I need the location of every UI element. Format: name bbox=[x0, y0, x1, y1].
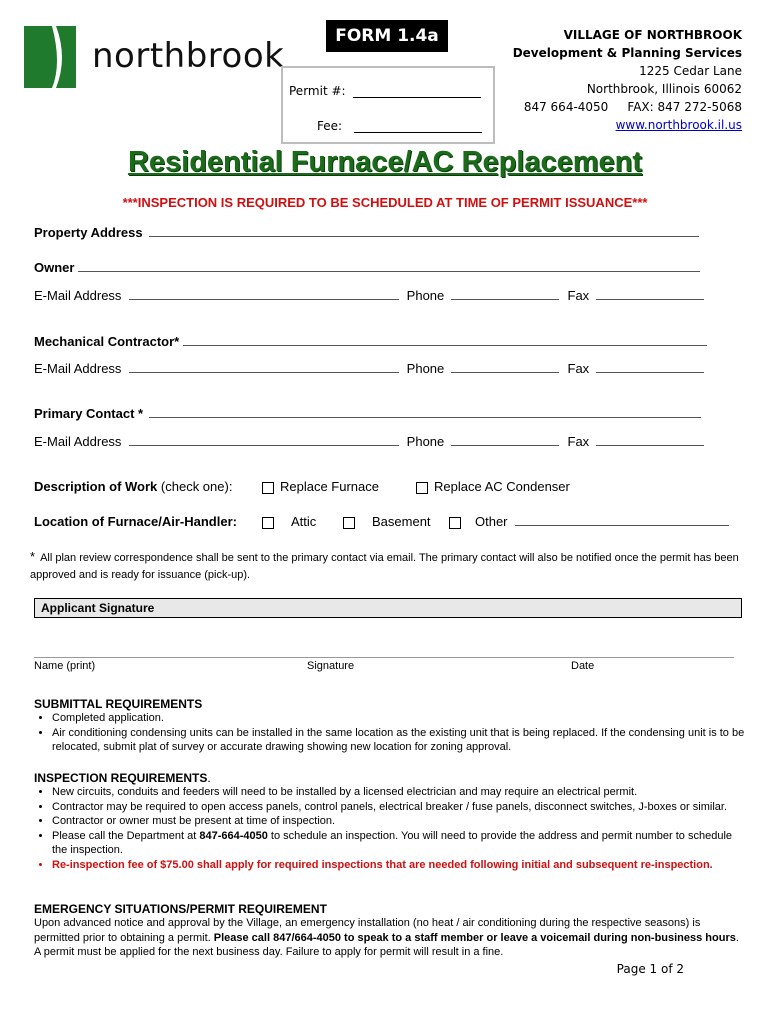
note-asterisk: * bbox=[30, 549, 36, 564]
contractor-fax-field[interactable] bbox=[596, 362, 704, 373]
emergency-section bbox=[34, 902, 746, 960]
phone-label: Phone bbox=[406, 434, 445, 449]
other-location-field[interactable] bbox=[515, 515, 729, 526]
call-phone: 847-664-4050 bbox=[199, 829, 268, 842]
permit-number-row bbox=[289, 84, 481, 98]
inspection-heading-row bbox=[34, 771, 746, 785]
replace-furnace-label: Replace Furnace bbox=[280, 479, 379, 494]
inspection-heading-period: . bbox=[207, 771, 211, 785]
note-text: All plan review correspondence shall be sent to the primary contact via email. The primary contact will also be notified once the permit has been approved and is ready for issuance (pick-up). bbox=[30, 552, 739, 581]
inspection-list bbox=[34, 785, 746, 872]
primary-contact-label: Primary Contact * bbox=[34, 406, 144, 421]
replace-furnace-checkbox[interactable] bbox=[262, 482, 274, 494]
phone-label: Phone bbox=[406, 361, 445, 376]
email-label: E-Mail Address bbox=[34, 361, 122, 376]
location-option-other[interactable] bbox=[449, 514, 729, 529]
email-label: E-Mail Address bbox=[34, 434, 122, 449]
work-hint: (check one): bbox=[160, 479, 233, 494]
call-post-text: to schedule an inspection. You will need to provide the address and permit number to schedule the inspection. bbox=[52, 829, 733, 856]
reinspection-fee-item: • Re-inspection fee of $75.00 shall apply for required inspections that are needed following initial and subsequent re-inspection. bbox=[52, 858, 746, 873]
contractor-phone-field[interactable] bbox=[451, 362, 559, 373]
fee-field[interactable] bbox=[354, 120, 482, 133]
call-pre-text: Please call the Department at bbox=[52, 829, 200, 842]
property-address-label: Property Address bbox=[34, 225, 143, 240]
property-address-row bbox=[34, 225, 699, 240]
emergency-text-post: . A permit must be applied for the next business day. Failure to apply for permit will result in a fine. bbox=[34, 931, 739, 958]
signature-line[interactable] bbox=[34, 657, 734, 658]
list-item: • New circuits, conduits and feeders will need to be installed by a licensed electrician and may require an electrical permit. bbox=[52, 785, 746, 800]
owner-fax-field[interactable] bbox=[596, 289, 704, 300]
primary-contact-field[interactable] bbox=[149, 407, 701, 418]
fax-label: Fax bbox=[567, 361, 590, 376]
owner-email-field[interactable] bbox=[129, 289, 399, 300]
page-title: Residential Furnace/AC Replacement bbox=[127, 146, 643, 178]
fee-row bbox=[317, 119, 482, 133]
name-print-label: Name (print) bbox=[34, 660, 96, 672]
inspection-requirements-section bbox=[34, 771, 746, 872]
submittal-list bbox=[34, 711, 746, 755]
applicant-signature-header: Applicant Signature bbox=[34, 598, 742, 618]
village-name: VILLAGE OF NORTHBROOK bbox=[563, 28, 742, 42]
fee-label: Fee: bbox=[317, 119, 343, 133]
northbrook-logo-icon bbox=[22, 24, 78, 90]
replace-ac-checkbox[interactable] bbox=[416, 482, 428, 494]
mechanical-contractor-row bbox=[34, 334, 707, 349]
logo-wordmark: northbrook bbox=[92, 36, 285, 76]
primary-email-field[interactable] bbox=[129, 435, 399, 446]
village-phone-fax bbox=[513, 98, 742, 116]
village-address2: Northbrook, Illinois 60062 bbox=[586, 82, 742, 96]
location-label: Location of Furnace/Air-Handler: bbox=[34, 514, 237, 529]
mechanical-contractor-label: Mechanical Contractor* bbox=[34, 334, 180, 349]
emergency-text bbox=[34, 916, 746, 960]
primary-contact-details-row bbox=[34, 434, 704, 449]
owner-contact-row bbox=[34, 288, 704, 303]
email-label: E-Mail Address bbox=[34, 288, 122, 303]
village-website-link[interactable]: www.northbrook.il.us bbox=[615, 118, 742, 132]
permit-number-label: Permit #: bbox=[289, 84, 346, 98]
village-address1: 1225 Cedar Lane bbox=[639, 64, 742, 78]
village-dept: Development & Planning Services bbox=[512, 46, 742, 60]
submittal-heading: SUBMITTAL REQUIREMENTS bbox=[34, 697, 203, 711]
contractor-email-field[interactable] bbox=[129, 362, 399, 373]
location-label-row bbox=[34, 514, 237, 529]
replace-ac-label: Replace AC Condenser bbox=[434, 479, 570, 494]
location-option-basement[interactable] bbox=[343, 514, 431, 529]
phone-label: Phone bbox=[406, 288, 445, 303]
other-label: Other bbox=[475, 514, 508, 529]
other-checkbox[interactable] bbox=[449, 517, 461, 529]
submittal-requirements-section bbox=[34, 697, 746, 755]
date-label: Date bbox=[571, 660, 595, 672]
attic-checkbox[interactable] bbox=[262, 517, 274, 529]
village-fax: FAX: 847 272-5068 bbox=[627, 100, 742, 114]
primary-contact-row bbox=[34, 406, 701, 421]
emergency-text-pre: Upon advanced notice and approval by the Village, an emergency installation (no heat / air conditioning during the respective seasons) is permitted prior to obtaining a permit. bbox=[34, 917, 701, 944]
attic-label: Attic bbox=[291, 514, 317, 529]
description-of-work-row bbox=[34, 479, 232, 494]
list-item: • Air conditioning condensing units can be installed in the same location as the existing unit that is being replaced. If the condensing unit is to be relocated, submit plat of survey or accurate drawing showing new location for zoning approval. bbox=[52, 726, 746, 755]
page-number: Page 1 of 2 bbox=[616, 962, 684, 976]
owner-label: Owner bbox=[34, 260, 75, 275]
inspection-notice: ***INSPECTION IS REQUIRED TO BE SCHEDULED AT TIME OF PERMIT ISSUANCE*** bbox=[122, 195, 648, 210]
owner-phone-field[interactable] bbox=[451, 289, 559, 300]
owner-row bbox=[34, 260, 700, 275]
work-option-ac[interactable] bbox=[416, 479, 570, 494]
fax-label: Fax bbox=[567, 288, 590, 303]
list-item: • Contractor may be required to open access panels, control panels, electrical breaker / fuse panels, disconnect switches, J-boxes or similar. bbox=[52, 800, 746, 815]
village-info bbox=[513, 26, 742, 134]
list-item: • Completed application. bbox=[52, 711, 746, 726]
contractor-contact-row bbox=[34, 361, 704, 376]
signature-label: Signature bbox=[307, 660, 355, 672]
contact-note bbox=[30, 548, 746, 584]
village-phone: 847 664-4050 bbox=[523, 100, 609, 114]
list-item: • Contractor or owner must be present at time of inspection. bbox=[52, 814, 746, 829]
work-option-furnace[interactable] bbox=[262, 479, 379, 494]
primary-fax-field[interactable] bbox=[596, 435, 704, 446]
form-number-badge: FORM 1.4a bbox=[326, 20, 448, 52]
basement-label: Basement bbox=[372, 514, 431, 529]
primary-phone-field[interactable] bbox=[451, 435, 559, 446]
emergency-heading: EMERGENCY SITUATIONS/PERMIT REQUIREMENT bbox=[34, 902, 327, 916]
permit-number-field[interactable] bbox=[353, 85, 481, 98]
work-label: Description of Work bbox=[34, 479, 158, 494]
list-item bbox=[52, 829, 746, 858]
fax-label: Fax bbox=[567, 434, 590, 449]
mechanical-contractor-field[interactable] bbox=[183, 335, 707, 346]
inspection-heading: INSPECTION REQUIREMENTS bbox=[34, 771, 208, 785]
basement-checkbox[interactable] bbox=[343, 517, 355, 529]
owner-field[interactable] bbox=[78, 261, 700, 272]
emergency-text-bold: Please call 847/664-4050 to speak to a staff member or leave a voicemail during non-business hours bbox=[213, 931, 736, 944]
location-option-attic[interactable] bbox=[262, 514, 316, 529]
property-address-field[interactable] bbox=[149, 226, 699, 237]
